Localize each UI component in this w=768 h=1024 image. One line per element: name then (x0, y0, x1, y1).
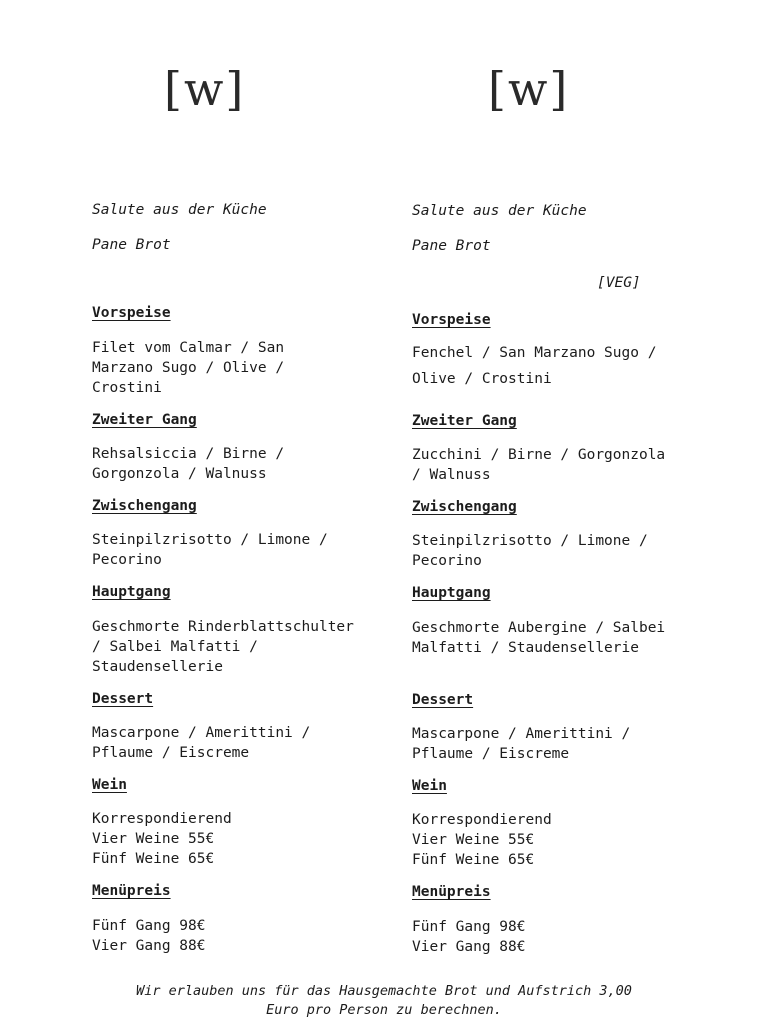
dish-line: Marzano Sugo / Olive / (92, 360, 285, 376)
section-title-dessert: Dessert (92, 691, 154, 707)
dish-line: Pecorino (92, 552, 162, 568)
dish-line: Pflaume / Eiscreme (412, 746, 570, 762)
dish-zweiter-gang (92, 444, 382, 484)
dish-line: Korrespondierend (412, 812, 552, 828)
dish-line: Vier Weine 55€ (92, 831, 215, 847)
dish-line: Geschmorte Aubergine / Salbei (412, 620, 666, 636)
dish-line: Olive / Crostini (412, 371, 552, 387)
dish-line: Geschmorte Rinderblattschulter (92, 619, 354, 635)
section-title-hauptgang: Hauptgang (412, 585, 491, 601)
section-title-menupreis: Menüpreis (412, 884, 491, 900)
dish-hauptgang (412, 618, 702, 658)
dish-dessert (92, 723, 382, 763)
section-title-vorspeise: Vorspeise (412, 312, 491, 328)
intro-salute: Salute aus der Küche (92, 202, 267, 218)
dish-line: Mascarpone / Amerittini / (412, 726, 631, 742)
restaurant-logo: [w] (164, 62, 246, 116)
dish-line: Vier Weine 55€ (412, 832, 535, 848)
section-title-zweiter-gang: Zweiter Gang (92, 412, 197, 428)
dish-vorspeise (92, 338, 382, 398)
footer-line: Wir erlauben uns für das Hausgemachte Brot und Aufstrich 3,00 (136, 983, 632, 999)
dish-menupreis (412, 917, 702, 957)
dish-vorspeise (412, 340, 702, 392)
section-title-menupreis: Menüpreis (92, 883, 171, 899)
dish-line: Fenchel / San Marzano Sugo / (412, 345, 657, 361)
dish-line: Fünf Gang 98€ (412, 919, 526, 935)
veg-tag: [VEG] (597, 275, 641, 291)
section-title-wein: Wein (412, 778, 447, 794)
dish-line: Korrespondierend (92, 811, 232, 827)
intro-bread: Pane Brot (412, 238, 491, 254)
dish-wein (412, 810, 702, 870)
dish-line: Zucchini / Birne / Gorgonzola (412, 447, 666, 463)
dish-line: Mascarpone / Amerittini / (92, 725, 311, 741)
intro-salute: Salute aus der Küche (412, 203, 587, 219)
section-title-hauptgang: Hauptgang (92, 584, 171, 600)
dish-line: / Walnuss (412, 467, 491, 483)
dish-line: Fünf Weine 65€ (412, 852, 535, 868)
dish-line: Fünf Weine 65€ (92, 851, 215, 867)
dish-line: Gorgonzola / Walnuss (92, 466, 267, 482)
dish-line: Malfatti / Staudensellerie (412, 640, 639, 656)
dish-line: Steinpilzrisotto / Limone / (412, 533, 648, 549)
dish-menupreis (92, 916, 382, 956)
dish-zwischengang (412, 531, 702, 571)
intro-bread: Pane Brot (92, 237, 171, 253)
dish-hauptgang (92, 617, 382, 677)
section-title-zwischengang: Zwischengang (412, 499, 517, 515)
section-title-zweiter-gang: Zweiter Gang (412, 413, 517, 429)
dish-line: Pecorino (412, 553, 482, 569)
restaurant-logo: [w] (488, 62, 570, 116)
dish-line: Crostini (92, 380, 162, 396)
section-title-dessert: Dessert (412, 692, 474, 708)
dish-line: Vier Gang 88€ (412, 939, 526, 955)
footer-line: Euro pro Person zu berechnen. (266, 1002, 502, 1018)
dish-dessert (412, 724, 702, 764)
dish-line: Fünf Gang 98€ (92, 918, 206, 934)
dish-line: Filet vom Calmar / San (92, 340, 285, 356)
dish-zweiter-gang (412, 445, 702, 485)
dish-wein (92, 809, 382, 869)
dish-line: / Salbei Malfatti / (92, 639, 258, 655)
dish-line: Vier Gang 88€ (92, 938, 206, 954)
dish-zwischengang (92, 530, 382, 570)
section-title-zwischengang: Zwischengang (92, 498, 197, 514)
dish-line: Steinpilzrisotto / Limone / (92, 532, 328, 548)
bread-charge-note (0, 982, 768, 1020)
dish-line: Rehsalsiccia / Birne / (92, 446, 285, 462)
section-title-vorspeise: Vorspeise (92, 305, 171, 321)
dish-line: Staudensellerie (92, 659, 223, 675)
section-title-wein: Wein (92, 777, 127, 793)
dish-line: Pflaume / Eiscreme (92, 745, 250, 761)
